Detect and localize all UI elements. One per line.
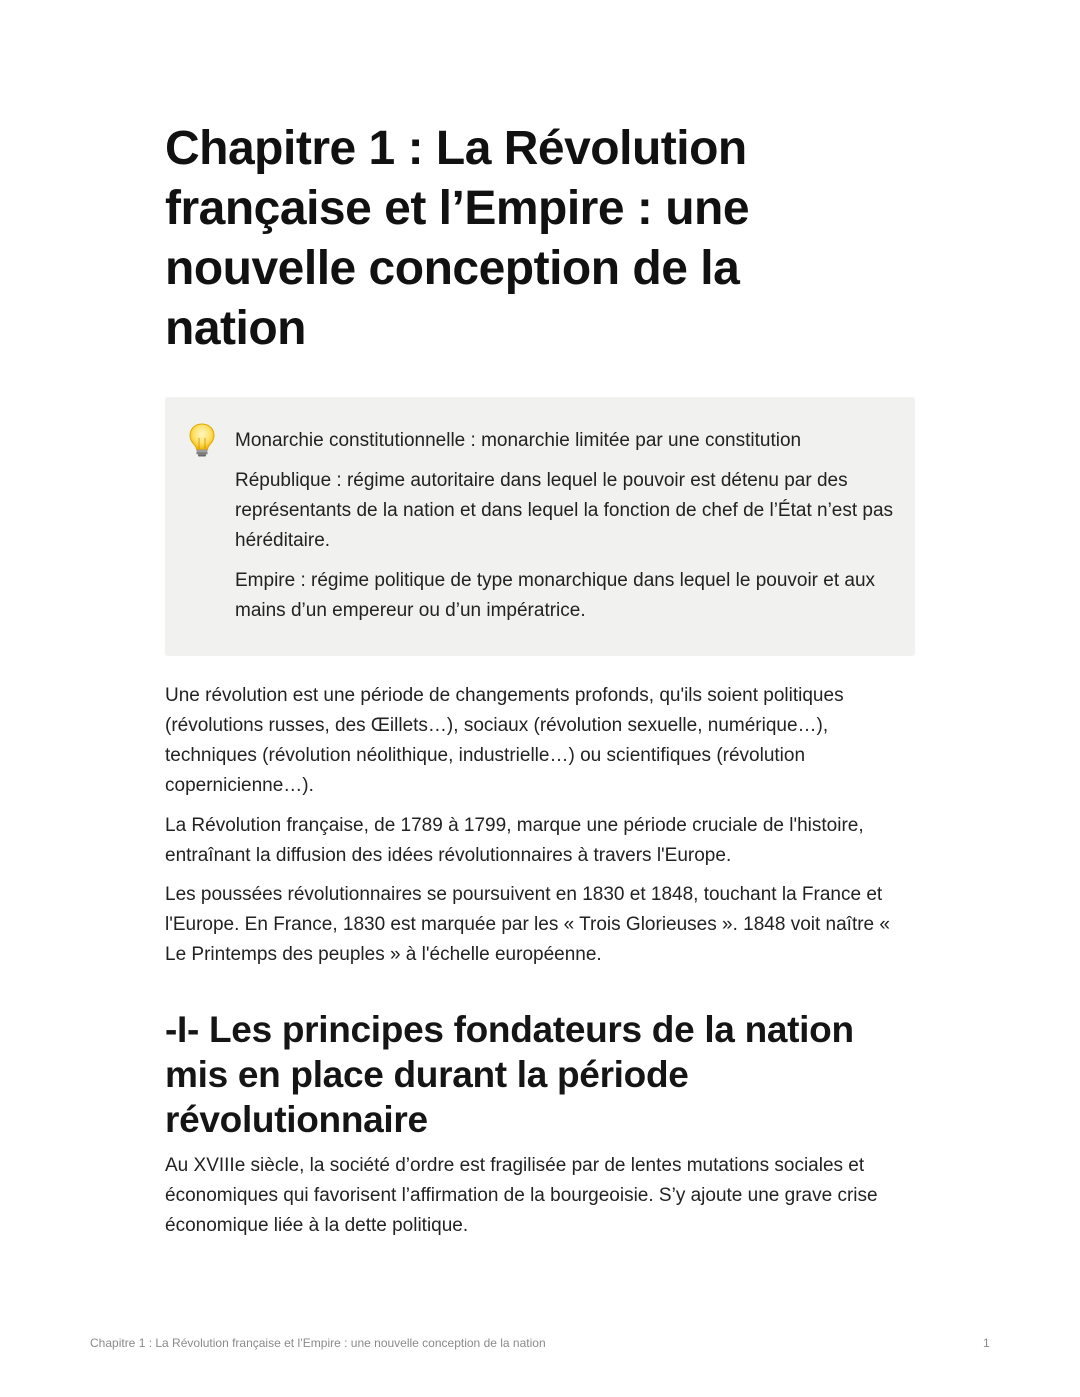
section-paragraph: Au XVIIIe siècle, la société d’ordre est fragilisée par de lentes mutations sociales et économiques qui favorisent l’affirmation de la bourgeoisie. S’y ajoute une grave crise économique liée à la dette politique. [165,1155,878,1236]
definition-empire: Empire : régime politique de type monarchique dans lequel le pouvoir et aux mains d’un empereur ou d’un impératrice. [235,570,876,621]
paragraph-revolution-francaise: La Révolution française, de 1789 à 1799, marque une période cruciale de l'histoire, entraînant la diffusion des idées révolutionnaires à travers l'Europe. [165,815,864,866]
definition-republique: République : régime autoritaire dans lequel le pouvoir est détenu par des représentants de la nation et dans lequel la fonction de chef de l’État n’est pas héréditaire. [235,470,894,551]
paragraph-revolution-definition: Une révolution est une période de changements profonds, qu'ils soient politiques (révolutions russes, des Œillets…), sociaux (révolution sexuelle, numérique…), techniques (révolution néolithique, industrielle…) ou scientifiques (révolution copernicienne…). [165,685,844,796]
footer-page-number: 1 [983,1336,990,1350]
footer-running-title: Chapitre 1 : La Révolution française et l’Empire : une nouvelle conception de la nation [90,1336,546,1350]
page-title: Chapitre 1 : La Révolution française et l’Empire : une nouvelle conception de la nation [165,122,750,355]
definition-monarchie: Monarchie constitutionnelle : monarchie limitée par une constitution [235,430,802,451]
callout-body [235,426,895,636]
lightbulb-icon [188,422,216,458]
paragraph-poussees-revolutionnaires: Les poussées révolutionnaires se poursuivent en 1830 et 1848, touchant la France et l'Europe. En France, 1830 est marquée par les « Trois Glorieuses ». 1848 voit naître « Le Printemps des peuples » à l'échelle européenne. [165,884,890,965]
definitions-callout [165,397,915,656]
section-heading: -I- Les principes fondateurs de la nation mis en place durant la période révolutionnaire [165,1009,854,1140]
